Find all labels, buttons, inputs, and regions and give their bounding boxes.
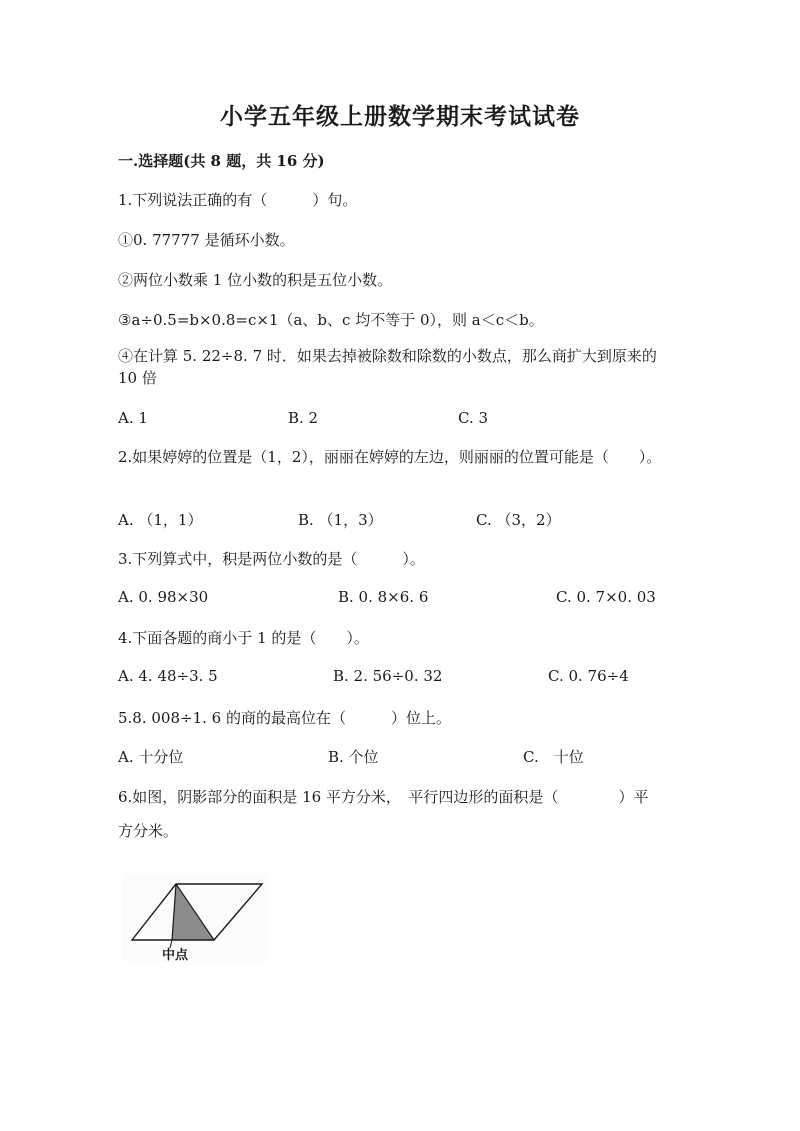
question-5-option-a: A. 十分位 (118, 748, 184, 766)
question-2-option-a: A. （1，1） (118, 511, 203, 529)
parallelogram-diagram (122, 874, 268, 962)
question-2-option-b: B. （1，3） (298, 511, 383, 529)
question-1-option-c: C. 3 (458, 409, 489, 427)
question-1-statement-1: ①0. 77777 是循环小数。 (118, 231, 295, 249)
question-3-stem: 3.下列算式中，积是两位小数的是（ ）。 (118, 550, 425, 568)
question-4-stem: 4.下面各题的商小于 1 的是（ ）。 (118, 629, 369, 647)
question-4-option-a: A. 4. 48÷3. 5 (118, 667, 218, 685)
question-3-option-c: C. 0. 7×0. 03 (556, 588, 656, 606)
question-6-stem-line-1: 6.如图，阴影部分的面积是 16 平方分米， 平行四边形的面积是（ ）平 (118, 788, 649, 806)
question-4-option-b: B. 2. 56÷0. 32 (333, 667, 443, 685)
question-4-option-c: C. 0. 76÷4 (548, 667, 629, 685)
midpoint-label: 中点 (162, 948, 189, 962)
page-title: 小学五年级上册数学期末考试试卷 (220, 103, 580, 130)
question-5-option-c: C. 十位 (523, 748, 584, 766)
question-3-option-a: A. 0. 98×30 (118, 588, 209, 606)
section-heading: 一.选择题(共 8 题，共 16 分) (118, 152, 325, 170)
question-1-option-a: A. 1 (118, 409, 148, 427)
question-6-stem-line-2: 方分米。 (118, 822, 179, 840)
parallelogram-figure (122, 874, 268, 962)
question-1-statement-2: ②两位小数乘 1 位小数的积是五位小数。 (118, 271, 393, 289)
question-1-stem: 1.下列说法正确的有（ ）句。 (118, 191, 358, 209)
question-5-option-b: B. 个位 (328, 748, 379, 766)
question-5-stem: 5.8. 008÷1. 6 的商的最高位在（ ）位上。 (118, 709, 451, 727)
question-1-statement-3: ③a÷0.5=b×0.8=c×1（a、b、c 均不等于 0），则 a＜c＜b。 (118, 311, 544, 329)
question-2-stem: 2.如果婷婷的位置是（1，2），丽丽在婷婷的左边，则丽丽的位置可能是（ ）。 (118, 448, 662, 466)
question-1-statement-4: ④在计算 5. 22÷8. 7 时．如果去掉被除数和除数的小数点，那么商扩大到原来的 10 倍 (118, 347, 657, 387)
question-3-option-b: B. 0. 8×6. 6 (338, 588, 429, 606)
question-2-option-c: C. （3，2） (476, 511, 561, 529)
question-1-option-b: B. 2 (288, 409, 319, 427)
